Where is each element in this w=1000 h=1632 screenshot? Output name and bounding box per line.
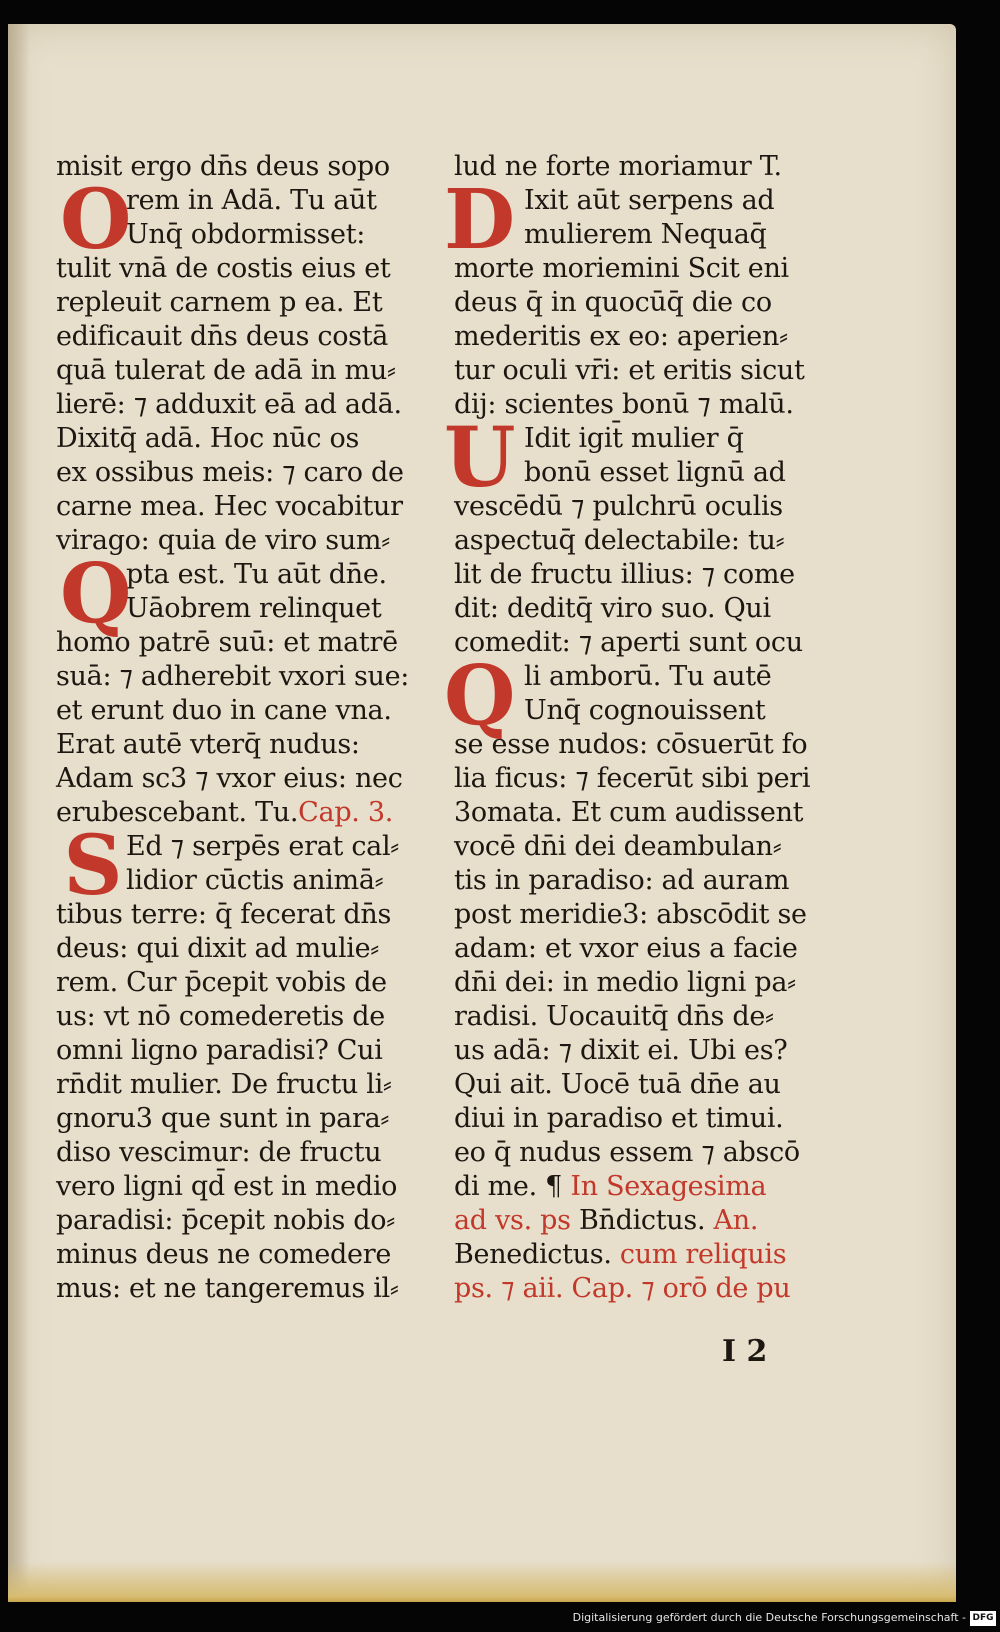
page-bottom-edge bbox=[8, 1562, 956, 1602]
red-initial-d: D bbox=[444, 172, 516, 268]
red-initial-q: Q bbox=[60, 546, 132, 642]
text-line: lud ne forte moriamur T. bbox=[454, 151, 782, 182]
text-segment: di me. bbox=[454, 1171, 537, 1202]
text-line: morte moriemini Scit eni bbox=[454, 253, 789, 284]
text-line: tur oculi vr̄i: et eritis sicut bbox=[454, 355, 805, 386]
text-line: Dixitq̄ adā. Hoc nūc os bbox=[56, 423, 360, 454]
rubric-cum-reliquis: cum reliquis bbox=[619, 1239, 787, 1270]
text-line: Ixit aūt serpens ad bbox=[524, 185, 775, 216]
pilcrow-mark: ¶ bbox=[545, 1171, 563, 1202]
rubric-line: ps. ⁊ aii. Cap. ⁊ orō de pu bbox=[454, 1273, 791, 1304]
text-line: Uāobrem relinquet bbox=[126, 593, 382, 624]
text-line: Erat autē vterq̄ nudus: bbox=[56, 729, 360, 760]
rubric-sexagesima: In Sexagesima bbox=[570, 1171, 767, 1202]
text-line: adam: et vxor eius a facie bbox=[454, 933, 798, 964]
text-line: quā tulerat de adā in mu⸗ bbox=[56, 355, 396, 386]
text-line: se esse nudos: cōsuerūt fo bbox=[454, 729, 808, 760]
text-segment: Bn̄dictus. bbox=[578, 1205, 706, 1236]
text-line: mederitis ex eo: aperien⸗ bbox=[454, 321, 788, 352]
text-line: misit ergo dn̄s deus sopo bbox=[56, 151, 390, 182]
dfg-logo: DFG bbox=[970, 1611, 996, 1626]
text-line: Qui ait. Uocē tuā dn̄e au bbox=[454, 1069, 781, 1100]
text-line: Adam sc3 ⁊ vxor eius: nec bbox=[56, 763, 403, 794]
text-line: mus: et ne tangeremus il⸗ bbox=[56, 1273, 399, 1304]
funding-footer: Digitalisierung gefördert durch die Deutsche Forschungsgemeinschaft - bbox=[572, 1611, 966, 1624]
text-line: repleuit carnem p ea. Et bbox=[56, 287, 383, 318]
text-line: tis in paradiso: ad auram bbox=[454, 865, 790, 896]
text-line: post meridie3: abscōdit se bbox=[454, 899, 807, 930]
text-line: vescēdū ⁊ pulchrū oculis bbox=[454, 491, 783, 522]
text-line: vocē dn̄i dei deambulan⸗ bbox=[454, 831, 782, 862]
text-line-with-rubric bbox=[454, 1204, 834, 1238]
text-line: li amborū. Tu autē bbox=[524, 661, 772, 692]
text-line: et erunt duo in cane vna. bbox=[56, 695, 392, 726]
text-line: ex ossibus meis: ⁊ caro de bbox=[56, 457, 404, 488]
text-line: dn̄i dei: in medio ligni pa⸗ bbox=[454, 967, 796, 998]
text-line: diui in paradiso et timui. bbox=[454, 1103, 784, 1134]
text-line: us adā: ⁊ dixit ei. Ubi es? bbox=[454, 1035, 788, 1066]
text-line: bonū esset lignū ad bbox=[524, 457, 786, 488]
text-line: Unq̄ cognouissent bbox=[524, 695, 766, 726]
text-line: rem in Adā. Tu aūt bbox=[126, 185, 377, 216]
rubric-ad-vs: ad vs. ps bbox=[454, 1205, 571, 1236]
text-line: minus deus ne comedere bbox=[56, 1239, 392, 1270]
text-line-with-rubric bbox=[454, 1238, 834, 1272]
text-line: deus: qui dixit ad mulie⸗ bbox=[56, 933, 379, 964]
text-segment: Benedictus. bbox=[454, 1239, 612, 1270]
text-line: virago: quia de viro sum⸗ bbox=[56, 525, 390, 556]
red-initial-q: Q bbox=[444, 648, 516, 744]
text-line: omni ligno paradisi? Cui bbox=[56, 1035, 383, 1066]
text-line: aspectuq̄ delectabile: tu⸗ bbox=[454, 525, 785, 556]
text-line: lit de fructu illius: ⁊ come bbox=[454, 559, 795, 590]
text-line: dij: scientes bonū ⁊ malū. bbox=[454, 389, 794, 420]
text-line: tibus terre: q̄ fecerat dn̄s bbox=[56, 899, 392, 930]
text-line: comedit: ⁊ aperti sunt ocu bbox=[454, 627, 803, 658]
text-line: pta est. Tu aūt dn̄e. bbox=[126, 559, 387, 590]
text-line: diso vescimur: de fructu bbox=[56, 1137, 382, 1168]
rubric-antiphon: An. bbox=[713, 1205, 759, 1236]
text-line: eo q̄ nudus essem ⁊ abscō bbox=[454, 1137, 800, 1168]
text-line: Unq̄ obdormisset: bbox=[126, 219, 366, 250]
text-line-with-rubric bbox=[454, 1170, 834, 1204]
text-line: rn̄dit mulier. De fructu li⸗ bbox=[56, 1069, 392, 1100]
red-initial-o: O bbox=[60, 172, 132, 268]
left-text-column bbox=[56, 150, 436, 1306]
text-line: Idit igit̄ mulier q̄ bbox=[524, 423, 744, 454]
signature-mark: I 2 bbox=[722, 1334, 768, 1369]
text-line: us: vt nō comederetis de bbox=[56, 1001, 385, 1032]
text-line: dit: deditq̄ viro suo. Qui bbox=[454, 593, 771, 624]
red-initial-s: S bbox=[63, 818, 123, 914]
text-line: lierē: ⁊ adduxit eā ad adā. bbox=[56, 389, 402, 420]
page-gutter-shadow bbox=[8, 24, 30, 1602]
text-line: homo patrē suū: et matrē bbox=[56, 627, 398, 658]
text-line: gnoru3 que sunt in para⸗ bbox=[56, 1103, 390, 1134]
text-line: lia ficus: ⁊ fecerūt sibi peri bbox=[454, 763, 811, 794]
text-line: tulit vnā de costis eius et bbox=[56, 253, 391, 284]
text-line: carne mea. Hec vocabitur bbox=[56, 491, 403, 522]
text-line: deus q̄ in quocūq̄ die co bbox=[454, 287, 772, 318]
text-line: paradisi: p̄cepit nobis do⸗ bbox=[56, 1205, 395, 1236]
rubric-chapter: Cap. 3. bbox=[298, 797, 394, 828]
text-line: radisi. Uocauitq̄ dn̄s de⸗ bbox=[454, 1001, 774, 1032]
text-line: edificauit dn̄s deus costā bbox=[56, 321, 389, 352]
text-line: vero ligni qd̄ est in medio bbox=[56, 1171, 398, 1202]
text-line: suā: ⁊ adherebit vxori sue: bbox=[56, 661, 410, 692]
text-line: 3omata. Et cum audissent bbox=[454, 797, 804, 828]
text-line: Ed ⁊ serpēs erat cal⸗ bbox=[126, 831, 399, 862]
text-line: mulierem Nequaq̄ bbox=[524, 219, 767, 250]
text-segment: erubescebant. Tu. bbox=[56, 797, 299, 828]
text-line: lidior cūctis animā⸗ bbox=[126, 865, 384, 896]
text-line: rem. Cur p̄cepit vobis de bbox=[56, 967, 387, 998]
red-initial-u: U bbox=[444, 410, 516, 506]
